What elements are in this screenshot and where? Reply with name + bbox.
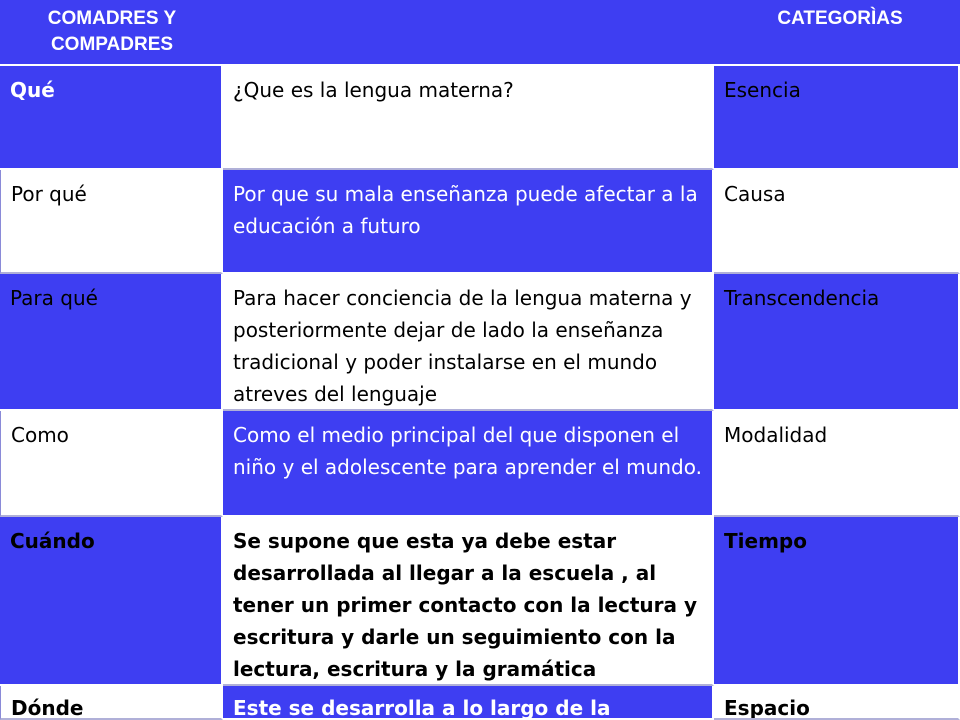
row-qué-question: Qué (0, 66, 223, 170)
table-header (0, 0, 960, 66)
row-por-que-question: Por qué (0, 170, 223, 274)
row-como-question: Como (0, 411, 223, 517)
row-como-answer: Como el medio principal del que disponen el niño y el adolescente para aprender el mundo. (223, 411, 714, 517)
row-para-que-answer: Para hacer conciencia de la lengua materna y posteriormente dejar de lado la enseñanza tradicional y poder instalarse en el mundo atreves del lenguaje (223, 274, 714, 411)
row-para-que-question: Para qué (0, 274, 223, 411)
header-right-title: CATEGORÌAS (777, 8, 903, 29)
row-cuando-question: Cuándo (0, 517, 223, 686)
row-cuando-answer: Se supone que esta ya debe estar desarrollada al llegar a la escuela , al tener un primer contacto con la lectura y escritura y darle un seguimiento con la lectura, escritura y la gramática (223, 517, 714, 686)
row-como-category: Modalidad (714, 411, 960, 517)
row-donde-question: Dónde (0, 686, 223, 720)
row-cuando-category: Tiempo (714, 517, 960, 686)
row-por-que-category: Causa (714, 170, 960, 274)
row-qué-category: Esencia (714, 66, 960, 170)
row-qué-answer: ¿Que es la lengua materna? (223, 66, 714, 170)
row-donde-answer: Este se desarrolla a lo largo de la (223, 686, 714, 720)
header-left-title: COMADRES Y COMPADRES (47, 8, 177, 55)
row-para-que-category: Transcendencia (714, 274, 960, 411)
row-por-que-answer: Por que su mala enseñanza puede afectar a la educación a futuro (223, 170, 714, 274)
row-donde-category: Espacio (714, 686, 960, 720)
